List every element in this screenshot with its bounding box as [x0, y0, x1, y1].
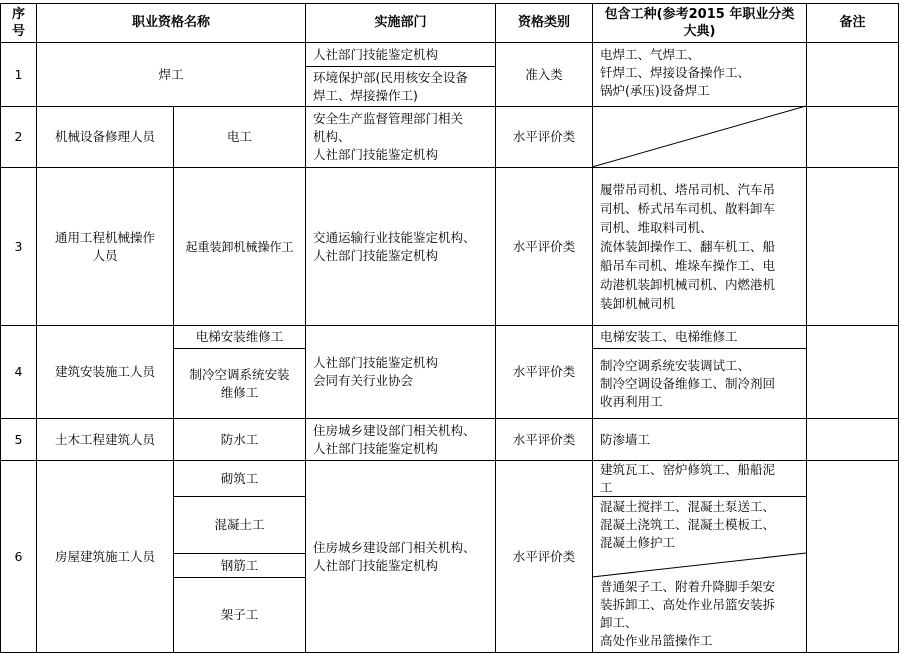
- col-divider: [806, 3, 807, 653]
- row6-sub-2-included-types: 混凝土搅拌工、混凝土泵送工、 混凝土浇筑工、混凝土模板工、 混凝土修护工: [600, 499, 776, 550]
- row2-seq: 2: [14, 129, 23, 144]
- row1-qualification-name: 焊工: [158, 66, 184, 82]
- row6-empty-slash: [592, 553, 806, 577]
- row6-occupation-group: 房屋建筑施工人员: [54, 548, 155, 564]
- row4-seq: 4: [14, 364, 23, 379]
- header-qualification-name: 职业资格名称: [131, 15, 210, 30]
- header-included-types: 包含工种(参考2015 年职业分类 大典): [604, 7, 795, 39]
- row2-empty-slash: [592, 106, 806, 167]
- row1-dept-2: 环境保护部(民用核安全设备 焊工、焊接操作工): [313, 69, 468, 103]
- row6-department: 住房城乡建设部门相关机构、 人社部门技能鉴定机构: [313, 539, 476, 573]
- table-right-border: [898, 3, 899, 653]
- row2-category: 水平评价类: [512, 129, 576, 144]
- header-remark: 备注: [839, 15, 866, 30]
- row1-dept-1: 人社部门技能鉴定机构: [313, 46, 439, 62]
- table-bottom-border: [0, 652, 899, 653]
- row1-included-types: 电焊工、气焊工、 钎焊工、焊接设备操作工、 锅炉(承压)设备焊工: [600, 47, 751, 98]
- row3-department: 交通运输行业技能鉴定机构、 人社部门技能鉴定机构: [313, 229, 476, 263]
- header-department: 实施部门: [374, 15, 427, 30]
- row6-sub-3-name: 钢筋工: [220, 557, 259, 573]
- header-seq: 序 号: [11, 7, 25, 39]
- row2-department: 安全生产监督管理部门相关 机构、 人社部门技能鉴定机构: [313, 111, 464, 162]
- row4-sub-1-included-types: 电梯安装工、电梯维修工: [600, 329, 738, 344]
- row3-qualification-name: 起重装卸机械操作工: [185, 239, 294, 254]
- row6-sub-1-name: 砌筑工: [220, 470, 259, 486]
- row5-qualification-name: 防水工: [220, 431, 259, 447]
- row1-seq: 1: [14, 66, 23, 82]
- row5-department: 住房城乡建设部门相关机构、 人社部门技能鉴定机构: [313, 422, 476, 456]
- row3-occupation-group: 通用工程机械操作 人员: [54, 229, 155, 263]
- row5-occupation-group: 土木工程建筑人员: [54, 431, 155, 447]
- row3-included-types: 履带吊司机、塔吊司机、汽车吊 司机、桥式吊车司机、散料卸车 司机、堆取料司机、 流体装卸操作工、翻车机工、船 船吊车司机、堆垛车操作工、电 动港机装卸机械司机、内燃港机 装卸机械司机: [600, 182, 776, 311]
- row4-occupation-group: 建筑安装施工人员: [54, 364, 155, 379]
- row6-category: 水平评价类: [512, 548, 576, 564]
- row4-category: 水平评价类: [512, 364, 576, 379]
- row5-seq: 5: [14, 431, 23, 447]
- row6-sub-2-name: 混凝土工: [214, 517, 265, 532]
- row2-occupation-group: 机械设备修理人员: [54, 129, 155, 144]
- row6-sub-4-included-types: 普通架子工、附着升降脚手架安 装拆卸工、高处作业吊篮安装拆 卸工、 高处作业吊篮操作工: [600, 579, 776, 648]
- row4-sub-2-included-types: 制冷空调系统安装调试工、 制冷空调设备维修工、制冷剂回 收再利用工: [600, 357, 776, 409]
- header-category: 资格类别: [517, 15, 570, 30]
- row5-category: 水平评价类: [512, 431, 576, 447]
- row6-sub-4-name: 架子工: [220, 607, 259, 622]
- row2-qualification-name: 电工: [226, 129, 252, 144]
- row6-seq: 6: [14, 548, 23, 564]
- row4-department: 人社部门技能鉴定机构 会同有关行业协会: [313, 355, 439, 388]
- row3-category: 水平评价类: [512, 238, 576, 254]
- row4-sub-2-name: 制冷空调系统安装 维修工: [189, 366, 290, 400]
- row5-included-types: 防渗墙工: [600, 431, 651, 447]
- row4-sub-1-name: 电梯安装维修工: [195, 329, 284, 344]
- row6-sub-1-included-types: 建筑瓦工、窑炉修筑工、船船泥 工: [600, 462, 776, 495]
- row3-seq: 3: [14, 238, 23, 254]
- row1-category: 准入类: [525, 66, 563, 82]
